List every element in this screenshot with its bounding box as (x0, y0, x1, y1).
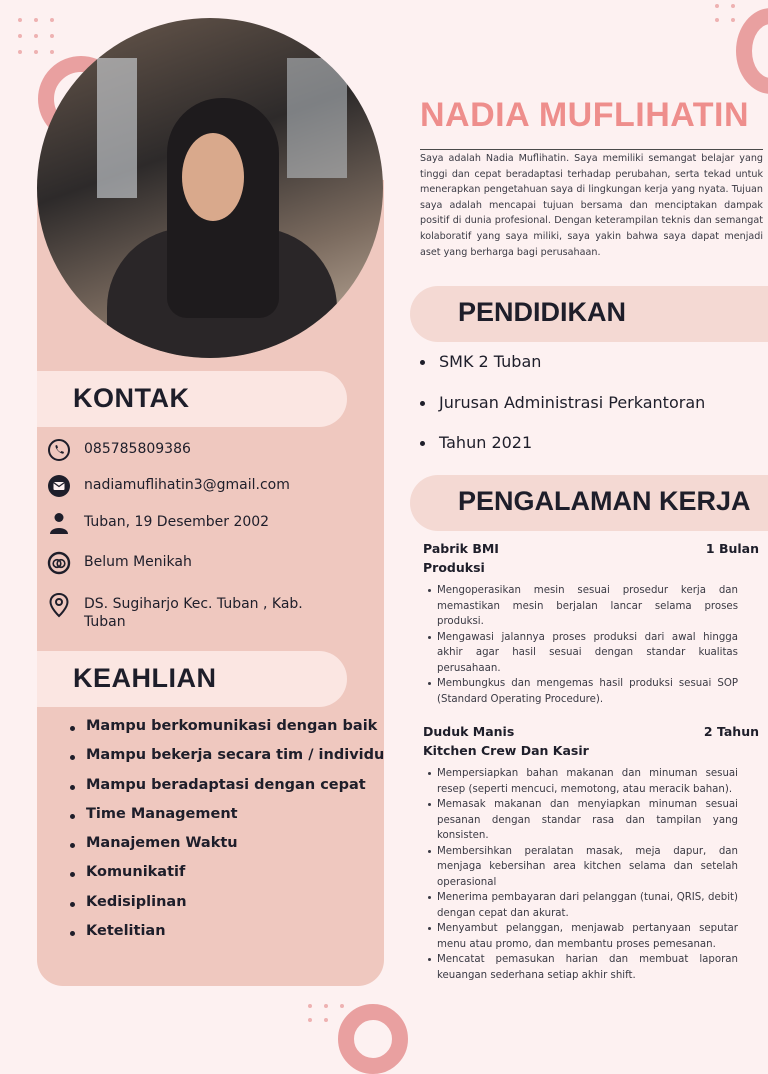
contact-birth-text: Tuban, 19 Desember 2002 (84, 514, 270, 530)
person-icon (46, 510, 72, 536)
list-item: Membersihkan peralatan masak, meja dapur, dan menjaga kebersihan area kitchen selama dan setelah operasional (428, 844, 738, 891)
contact-address (46, 592, 366, 631)
skills-list (70, 718, 384, 952)
keahlian-heading: KEAHLIAN (73, 663, 217, 693)
kontak-header (37, 371, 347, 427)
list-item: Menerima pembayaran dari pelanggan (tunai, QRIS, debit) dengan cepat dan akurat. (428, 890, 738, 921)
pengalaman-heading: PENGALAMAN KERJA (458, 486, 751, 516)
contact-birth (46, 510, 366, 536)
mail-icon (46, 473, 72, 499)
list-item: Mempersiapkan bahan makanan dan minuman sesuai resep (seperti mencuci, memotong, atau meracik bahan). (428, 766, 738, 797)
contact-email-text: nadiamuflihatin3@gmail.com (84, 477, 290, 493)
list-item: Mengawasi jalannya proses produksi dari awal hingga akhir agar hasil sesuai dengan standar kualitas perusahaan. (428, 630, 738, 677)
list-item: Mengoperasikan mesin sesuai prosedur kerja dan memastikan mesin berjalan lancar selama proses produksi. (428, 583, 738, 630)
job-1-duties (428, 583, 738, 707)
job-2-duties (428, 766, 738, 983)
list-item: Kedisiplinan (70, 894, 384, 923)
keahlian-header (37, 651, 347, 707)
list-item: Komunikatif (70, 864, 384, 893)
job-1-role: Produksi (423, 560, 485, 575)
list-item: Time Management (70, 806, 384, 835)
job-2-duration: 2 Tahun (703, 724, 759, 739)
profile-summary: Saya adalah Nadia Muflihatin. Saya memiliki semangat belajar yang tinggi dan cepat beradaptasi terhadap perubahan, serta tekad untuk menerapkan pengetahuan saya di lingkungan kerja yang nyata. Tujuan saya adalah mencapai tujuan bersama dan menciptakan dampak positif di dunia profesional. Dengan keterampilan teknis dan semangat kolaboratif yang saya miliki, saya yakin bahwa saya dapat menjadi aset yang berharga bagi perusahaan. (420, 153, 763, 258)
decor-ring-bottom (338, 1004, 408, 1074)
list-item: Membungkus dan mengemas hasil produksi sesuai SOP (Standard Operating Procedure). (428, 676, 738, 707)
job-2-role: Kitchen Crew Dan Kasir (423, 743, 589, 758)
location-pin-icon (46, 592, 72, 618)
kontak-heading: KONTAK (73, 383, 190, 413)
job-2-company: Duduk Manis (423, 724, 515, 739)
pengalaman-header (410, 475, 768, 531)
list-item: Memasak makanan dan menyiapkan minuman sesuai pesanan dengan standar rasa dan tampilan yang konsisten. (428, 797, 738, 844)
decor-ring-top-right (736, 8, 768, 94)
profile-photo (37, 18, 383, 358)
contact-marital-text: Belum Menikah (84, 554, 192, 570)
list-item: Manajemen Waktu (70, 835, 384, 864)
contact-phone-text: 085785809386 (84, 441, 191, 457)
list-item: Mencatat pemasukan harian dan membuat laporan keuangan sederhana setiap akhir shift. (428, 952, 738, 983)
pendidikan-header (410, 286, 768, 342)
name-divider (420, 149, 763, 150)
contact-marital (46, 550, 366, 576)
contact-phone (46, 437, 366, 463)
list-item: Mampu beradaptasi dengan cepat (70, 777, 384, 806)
job-1-company: Pabrik BMI (423, 541, 499, 556)
pendidikan-heading: PENDIDIKAN (458, 297, 627, 327)
list-item: SMK 2 Tuban (420, 352, 705, 393)
list-item: Tahun 2021 (420, 433, 705, 474)
contact-address-text: DS. Sugiharjo Kec. Tuban , Kab. Tuban (84, 596, 303, 630)
job-2-header (423, 724, 759, 739)
candidate-name: NADIA MUFLIHATIN (420, 96, 750, 134)
education-list (420, 352, 705, 474)
rings-icon (46, 550, 72, 576)
list-item: Ketelitian (70, 923, 384, 952)
phone-icon (46, 437, 72, 463)
contact-email (46, 473, 366, 499)
list-item: Mampu bekerja secara tim / individu (70, 747, 384, 776)
list-item: Mampu berkomunikasi dengan baik (70, 718, 384, 747)
job-1-duration: 1 Bulan (705, 541, 759, 556)
list-item: Jurusan Administrasi Perkantoran (420, 393, 705, 434)
job-1-header (423, 541, 759, 556)
list-item: Menyambut pelanggan, menjawab pertanyaan seputar menu atau promo, dan membantu proses pemesanan. (428, 921, 738, 952)
